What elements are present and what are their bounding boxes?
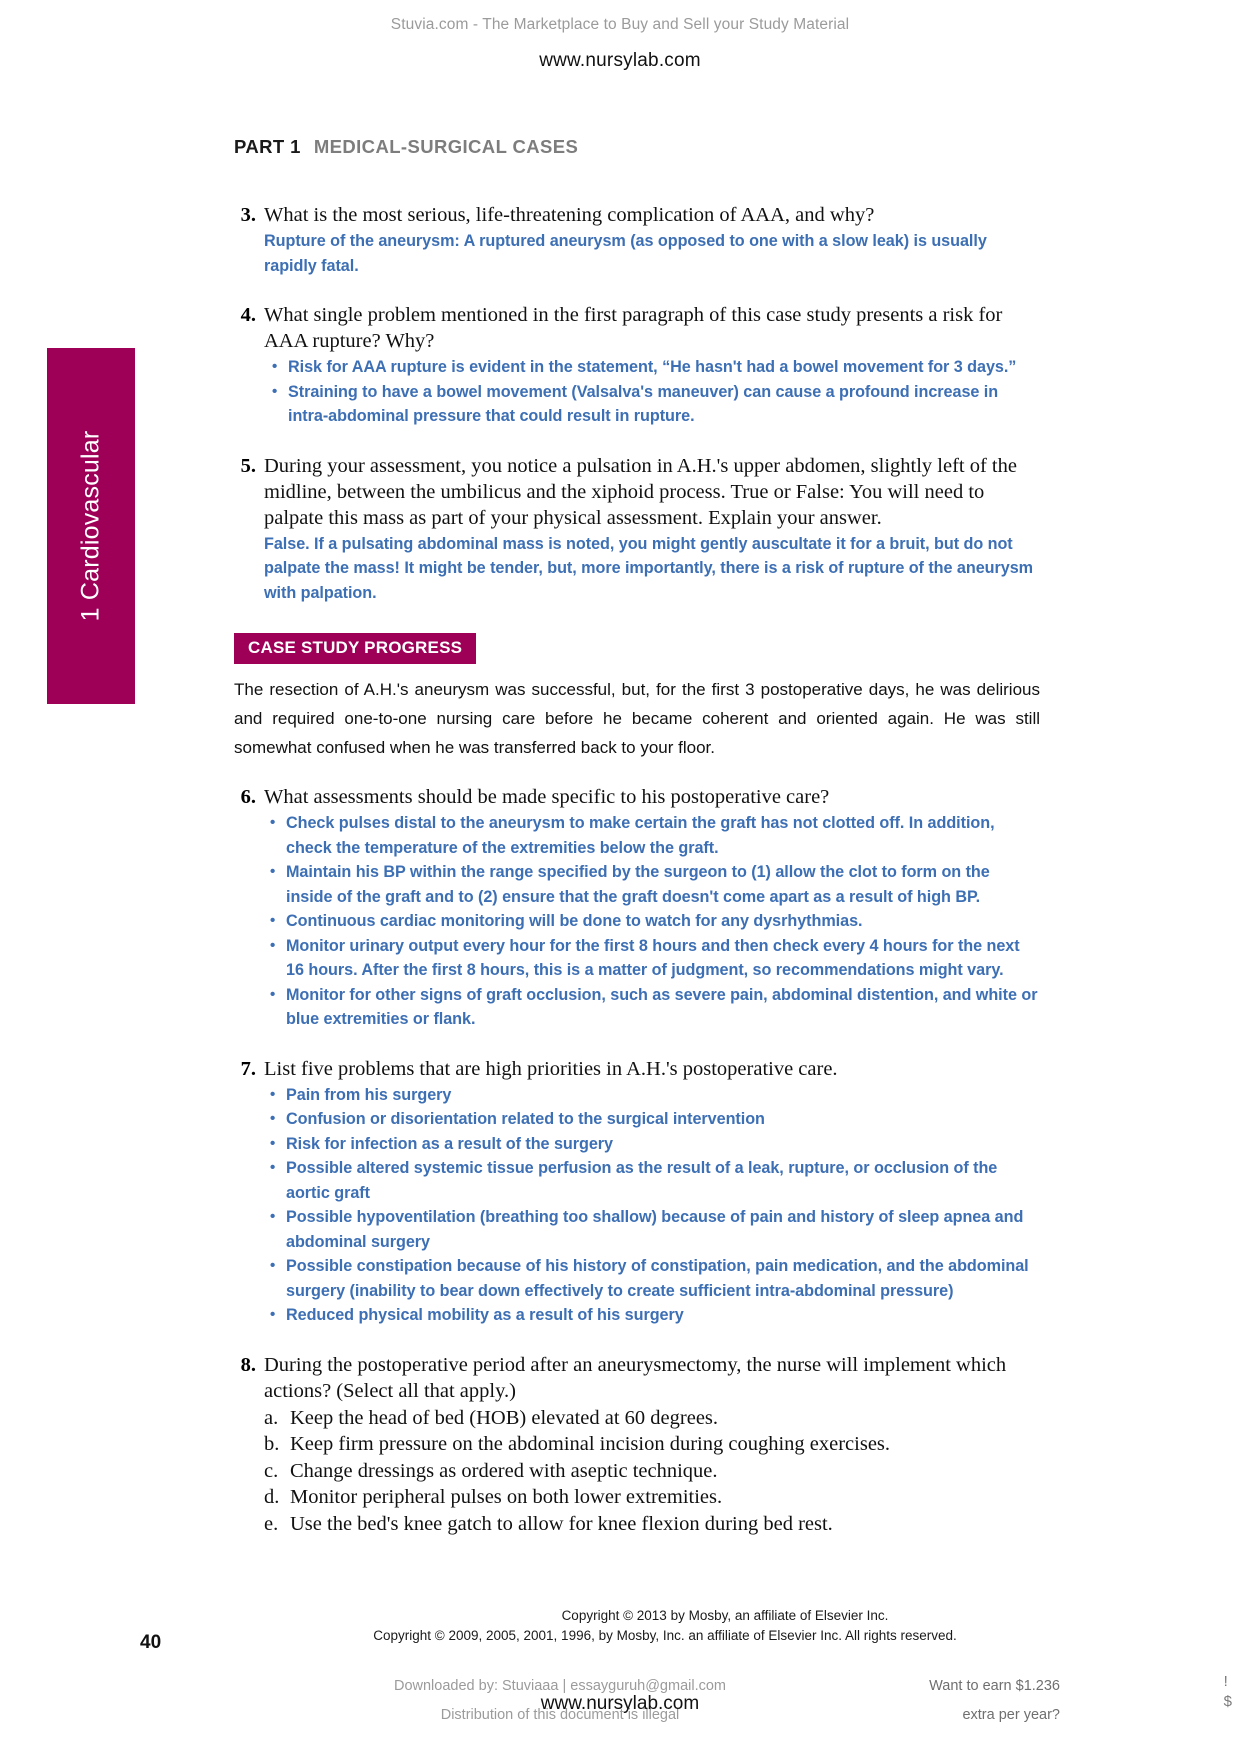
question-5-answer: False. If a pulsating abdominal mass is noted, you might gently auscultate it for a bruit, but do not palpate the mass! It might be tender, but, more importantly, there is a risk of rupture of the aneurysm with palpation. (264, 534, 1034, 602)
page-number: 40 (140, 1632, 162, 1653)
list-item: • Pain from his surgery (264, 1083, 1040, 1108)
spacer (234, 1032, 1040, 1056)
option-d-text: Monitor peripheral pulses on both lower extremities. (290, 1486, 723, 1508)
question-8-number: 8. (240, 1353, 256, 1376)
question-7-number: 7. (240, 1057, 256, 1080)
question-3-number: 3. (240, 204, 256, 226)
question-4-number: 4. (240, 304, 256, 326)
spacer (234, 762, 1040, 784)
list-item: • Possible hypoventilation (breathing too shallow) because of pain and history of sleep apnea and abdominal surgery (264, 1205, 1040, 1254)
question-3-answer: Rupture of the aneurysm: A ruptured aneurysm (as opposed to one with a slow leak) is usually rapidly fatal. (264, 232, 987, 275)
page-edge-marks (1224, 1672, 1232, 1712)
copyright-line-2: Copyright © 2009, 2005, 2001, 1996, by Mosby, Inc. an affiliate of Elsevier Inc. All rights reserved. (373, 1628, 957, 1643)
question-3-text: What is the most serious, life-threatening complication of AAA, and why? (264, 204, 875, 226)
option-d (264, 1484, 1040, 1511)
earn-promo-line-1: Want to earn $1.236 (929, 1678, 1060, 1694)
nursylab-bottom-watermark: www.nursylab.com (540, 1693, 700, 1714)
part-header (234, 136, 1040, 158)
question-6-number: 6. (240, 786, 256, 808)
option-e (264, 1511, 1040, 1538)
distribution-notice: Distribution of this document is illegal (440, 1707, 680, 1723)
question-5-number: 5. (240, 454, 256, 477)
question-4 (234, 302, 1040, 429)
question-5 (234, 453, 1040, 606)
nursylab-top-watermark: www.nursylab.com (539, 50, 701, 71)
list-item: • Reduced physical mobility as a result of his surgery (264, 1303, 1040, 1328)
list-item: • Confusion or disorientation related to the surgical intervention (264, 1107, 1040, 1132)
list-item: • Monitor for other signs of graft occlusion, such as severe pain, abdominal distention, and white or blue extremities or flank. (264, 983, 1040, 1032)
edge-mark-1: ! (1223, 1673, 1228, 1690)
earn-promo-line-2: extra per year? (962, 1707, 1060, 1723)
case-study-progress-badge: CASE STUDY PROGRESS (234, 633, 476, 664)
question-4-text: What single problem mentioned in the first paragraph of this case study presents a risk for AAA rupture? Why? (264, 304, 1003, 352)
spacer (234, 429, 1040, 453)
copyright-line-1: Copyright © 2013 by Mosby, an affiliate of Elsevier Inc. (561, 1608, 889, 1623)
list-item: • Maintain his BP within the range specified by the surgeon to (1) allow the clot to form on the inside of the graft and to (2) ensure that the graft doesn't come apart as a result of high BP. (264, 860, 1040, 909)
option-e-letter: e. (264, 1512, 279, 1535)
stuvia-top-banner: Stuvia.com - The Marketplace to Buy and Sell your Study Material (390, 16, 850, 33)
option-e-text: Use the bed's knee gatch to allow for knee flexion during bed rest. (290, 1512, 833, 1535)
option-a-text: Keep the head of bed (HOB) elevated at 60 degrees. (290, 1406, 719, 1429)
option-b-letter: b. (264, 1433, 280, 1455)
question-7 (234, 1056, 1040, 1328)
option-b (264, 1431, 1040, 1458)
option-b-text: Keep firm pressure on the abdominal incision during coughing exercises. (290, 1433, 891, 1455)
question-6 (234, 784, 1040, 1032)
list-item: • Continuous cardiac monitoring will be done to watch for any dysrhythmias. (264, 909, 1040, 934)
part-number: PART 1 (234, 136, 301, 157)
list-item: • Risk for infection as a result of the surgery (264, 1132, 1040, 1157)
question-3 (234, 202, 1040, 278)
question-8 (234, 1352, 1040, 1538)
earn-promo[interactable] (860, 1678, 1060, 1723)
option-a-letter: a. (264, 1406, 279, 1429)
downloaded-by-text: Downloaded by: Stuviaaa | essayguruh@gmail.com (393, 1678, 727, 1694)
spacer (234, 278, 1040, 302)
option-c (264, 1458, 1040, 1485)
page-content (234, 136, 1040, 1537)
chapter-side-tab (47, 348, 135, 704)
option-d-letter: d. (264, 1486, 280, 1508)
question-5-text: During your assessment, you notice a pulsation in A.H.'s upper abdomen, slightly left of the midline, between the umbilicus and the xiphoid process. True or False: You will need to palpate this mass as part of your physical assessment. Explain your answer. (264, 454, 1017, 529)
chapter-side-tab-label: 1 Cardiovascular (76, 430, 105, 622)
spacer (234, 1328, 1040, 1352)
list-item: • Risk for AAA rupture is evident in the statement, “He hasn't had a bowel movement for 3 days.” (264, 355, 1040, 380)
question-7-text: List five problems that are high priorities in A.H.'s postoperative care. (264, 1057, 838, 1080)
part-title: MEDICAL-SURGICAL CASES (313, 136, 579, 157)
list-item: • Possible constipation because of his history of constipation, pain medication, and the abdominal surgery (inability to bear down effectively to create sufficient intra-abdominal pressure) (264, 1254, 1040, 1303)
list-item: • Monitor urinary output every hour for the first 8 hours and then check every 4 hours for the next 16 hours. After the first 8 hours, this is a matter of judgment, so recommendations might vary. (264, 934, 1040, 983)
list-item: • Possible altered systemic tissue perfusion as the result of a leak, rupture, or occlusion of the aortic graft (264, 1156, 1040, 1205)
case-study-progress-paragraph: The resection of A.H.'s aneurysm was successful, but, for the first 3 postoperative days, he was delirious and required one-to-one nursing care before he became coherent and oriented again. He was still somewhat confused when he was transferred back to your floor. (234, 680, 1040, 757)
option-c-letter: c. (264, 1459, 279, 1482)
list-item: • Straining to have a bowel movement (Valsalva's maneuver) can cause a profound increase in intra-abdominal pressure that could result in rupture. (264, 380, 1040, 429)
question-7-answer-list (264, 1083, 1040, 1328)
question-6-text: What assessments should be made specific to his postoperative care? (264, 786, 830, 808)
question-4-answer-list (264, 355, 1040, 429)
edge-mark-2: $ (1223, 1693, 1232, 1710)
question-8-text: During the postoperative period after an aneurysmectomy, the nurse will implement which actions? (Select all that apply.) (264, 1353, 1007, 1402)
question-6-answer-list (264, 811, 1040, 1032)
question-8-options (264, 1405, 1040, 1538)
option-a (264, 1405, 1040, 1432)
list-item: • Check pulses distal to the aneurysm to make certain the graft has not clotted off. In addition, check the temperature of the extremities below the graft. (264, 811, 1040, 860)
case-study-progress (234, 633, 1040, 762)
option-c-text: Change dressings as ordered with aseptic technique. (290, 1459, 718, 1482)
